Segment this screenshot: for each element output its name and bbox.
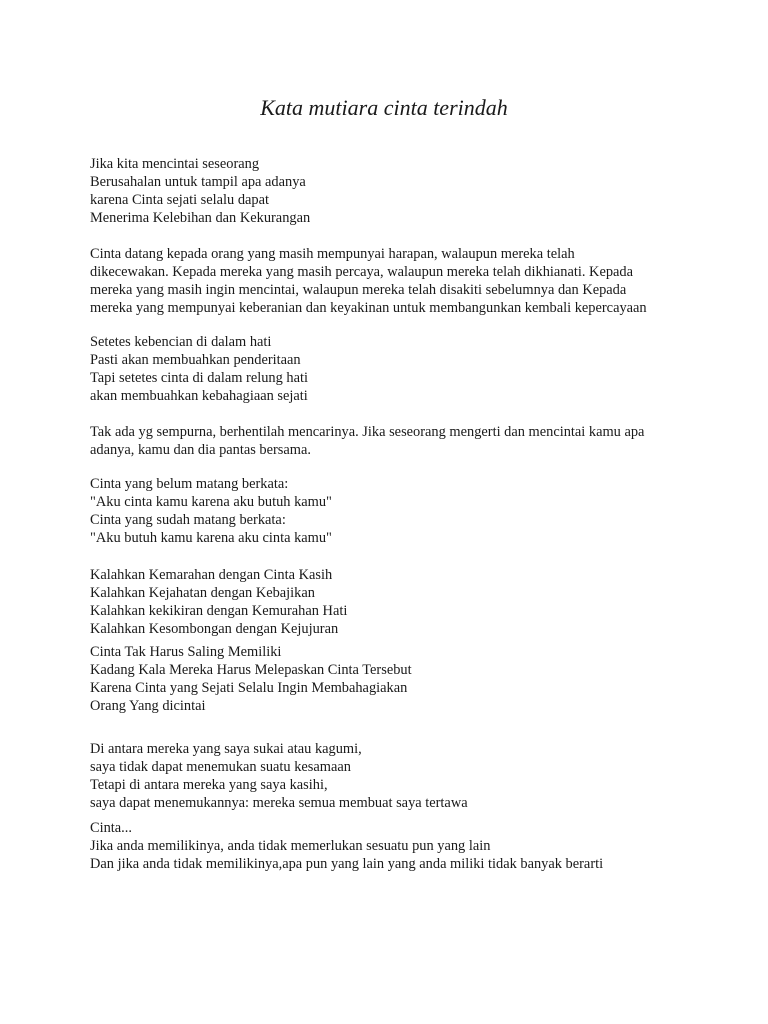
text-line: Kalahkan Kemarahan dengan Cinta Kasih [90,567,333,583]
paragraph [90,333,308,405]
paragraph [90,566,347,638]
text-line: Kalahkan kekikiran dengan Kemurahan Hati [90,603,348,619]
text-line: Dan jika anda tidak memilikinya,apa pun yang lain yang anda miliki tidak banyak berarti [90,856,604,872]
text-line: Karena Cinta yang Sejati Selalu Ingin Membahagiakan [90,680,408,696]
text-line: Pasti akan membuahkan penderitaan [90,352,301,368]
text-line: Jika kita mencintai seseorang [90,156,260,172]
text-line: mereka yang masih ingin mencintai, walaupun mereka telah disakiti sebelumnya dan Kepada [90,282,627,298]
paragraph [90,423,644,459]
text-line: Cinta datang kepada orang yang masih mempunyai harapan, walaupun mereka telah [90,246,575,262]
text-line: "Aku cinta kamu karena aku butuh kamu" [90,494,332,510]
text-line: Cinta yang sudah matang berkata: [90,512,286,528]
text-line: saya dapat menemukannya: mereka semua membuat saya tertawa [90,795,468,811]
text-line: dikecewakan. Kepada mereka yang masih percaya, walaupun mereka telah dikhianati. Kepada [90,264,633,280]
text-line: mereka yang mempunyai keberanian dan keyakinan untuk membangunkan kembali kepercayaan [90,300,647,316]
paragraph [90,475,332,547]
text-line: Kalahkan Kesombongan dengan Kejujuran [90,621,339,637]
paragraph [90,245,647,317]
text-line: Cinta Tak Harus Saling Memiliki [90,644,282,660]
paragraph [90,643,412,715]
text-line: akan membuahkan kebahagiaan sejati [90,388,308,404]
paragraph [90,740,468,812]
text-line: Setetes kebencian di dalam hati [90,334,272,350]
text-line: Cinta yang belum matang berkata: [90,476,289,492]
text-line: Tak ada yg sempurna, berhentilah mencarinya. Jika seseorang mengerti dan mencintai kamu apa [90,424,645,440]
text-line: Tetapi di antara mereka yang saya kasihi, [90,777,328,793]
text-line: "Aku butuh kamu karena aku cinta kamu" [90,530,332,546]
text-line: Menerima Kelebihan dan Kekurangan [90,210,311,226]
document-title: Kata mutiara cinta terindah [260,95,508,120]
text-line: Di antara mereka yang saya sukai atau kagumi, [90,741,362,757]
text-line: adanya, kamu dan dia pantas bersama. [90,442,311,458]
text-line: Orang Yang dicintai [90,698,206,714]
paragraph [90,155,310,227]
text-line: saya tidak dapat menemukan suatu kesamaan [90,759,351,775]
paragraph [90,819,603,873]
text-line: Kadang Kala Mereka Harus Melepaskan Cinta Tersebut [90,662,412,678]
text-line: Berusahalan untuk tampil apa adanya [90,174,306,190]
text-line: Cinta... [90,820,132,836]
text-line: Tapi setetes cinta di dalam relung hati [90,370,308,386]
text-line: Jika anda memilikinya, anda tidak memerlukan sesuatu pun yang lain [90,838,491,854]
text-line: Kalahkan Kejahatan dengan Kebajikan [90,585,315,601]
text-line: karena Cinta sejati selalu dapat [90,192,270,208]
